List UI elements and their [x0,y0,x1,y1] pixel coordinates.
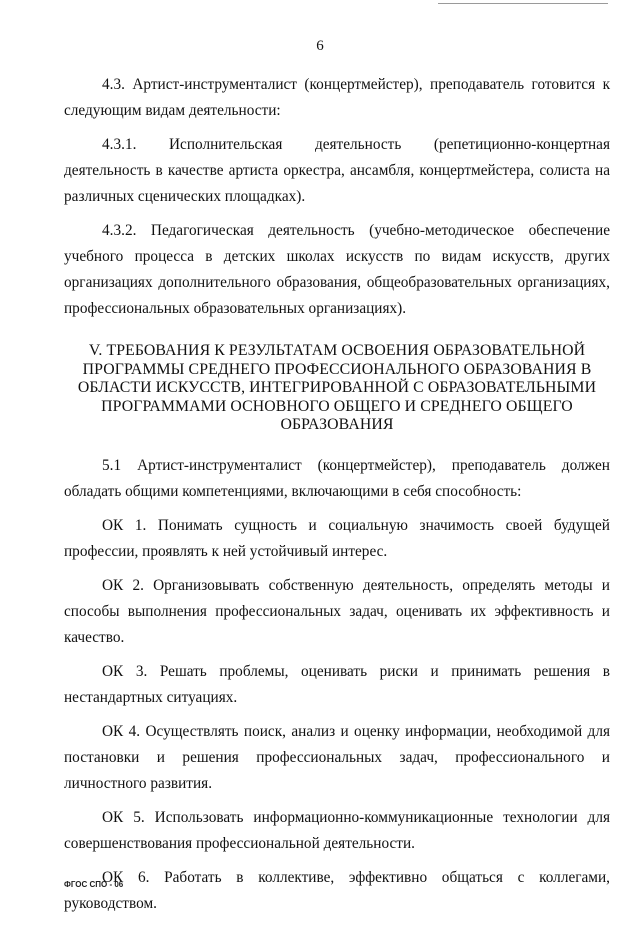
paragraph-4-3: 4.3. Артист-инструменталист (концертмейстер), преподаватель готовится к следующим видам деятельности: [64,76,610,119]
section-heading-v [64,342,610,435]
scan-edge-line [438,3,608,4]
document-footer-code: ФГОС СПО - 06 [64,880,124,889]
heading-line: ПРОГРАММАМИ ОСНОВНОГО ОБЩЕГО И СРЕДНЕГО ОБЩЕГО [101,397,573,415]
page-number: 6 [316,38,324,54]
competency-ok-6: ОК 6. Работать в коллективе, эффективно общаться с коллегами, руководством. [64,868,610,912]
competency-ok-4: ОК 4. Осуществлять поиск, анализ и оценку информации, необходимой для постановки и решения профессиональных задач, профессионального и личностного развития. [64,722,610,792]
heading-line: V. ТРЕБОВАНИЯ К РЕЗУЛЬТАТАМ ОСВОЕНИЯ ОБРАЗОВАТЕЛЬНОЙ [88,342,586,359]
paragraph-4-3-1: 4.3.1. Исполнительская деятельность (репетиционно-концертная деятельность в качестве артиста оркестра, ансамбля, концертмейстера, солиста на различных сценических площадках). [64,136,610,205]
heading-line: ПРОГРАММЫ СРЕДНЕГО ПРОФЕССИОНАЛЬНОГО ОБРАЗОВАНИЯ В [82,360,592,378]
competency-ok-1: ОК 1. Понимать сущность и социальную значимость своей будущей профессии, проявлять к ней устойчивый интерес. [64,516,610,560]
competency-ok-3: ОК 3. Решать проблемы, оценивать риски и принимать решения в нестандартных ситуациях. [64,662,610,706]
competency-ok-5: ОК 5. Использовать информационно-коммуникационные технологии для совершенствования профессиональной деятельности. [64,808,610,852]
paragraph-5-1: 5.1 Артист-инструменталист (концертмейстер), преподаватель должен обладать общими компетенциями, включающими в себя способность: [64,456,610,500]
paragraph-4-3-2: 4.3.2. Педагогическая деятельность (учебно-методическое обеспечение учебного процесса в детских школах искусств по видам искусств, других организациях дополнительного образования, общеобразовательных организациях, профессиональных образовательных организациях). [64,222,610,317]
competency-ok-2: ОК 2. Организовывать собственную деятельность, определять методы и способы выполнения профессиональных задач, оценивать их эффективность и качество. [64,576,610,646]
heading-line: ОБЛАСТИ ИСКУССТВ, ИНТЕГРИРОВАННОЙ С ОБРАЗОВАТЕЛЬНЫМИ [77,379,597,397]
heading-line: ОБРАЗОВАНИЯ [280,416,394,434]
document-body [64,72,610,925]
